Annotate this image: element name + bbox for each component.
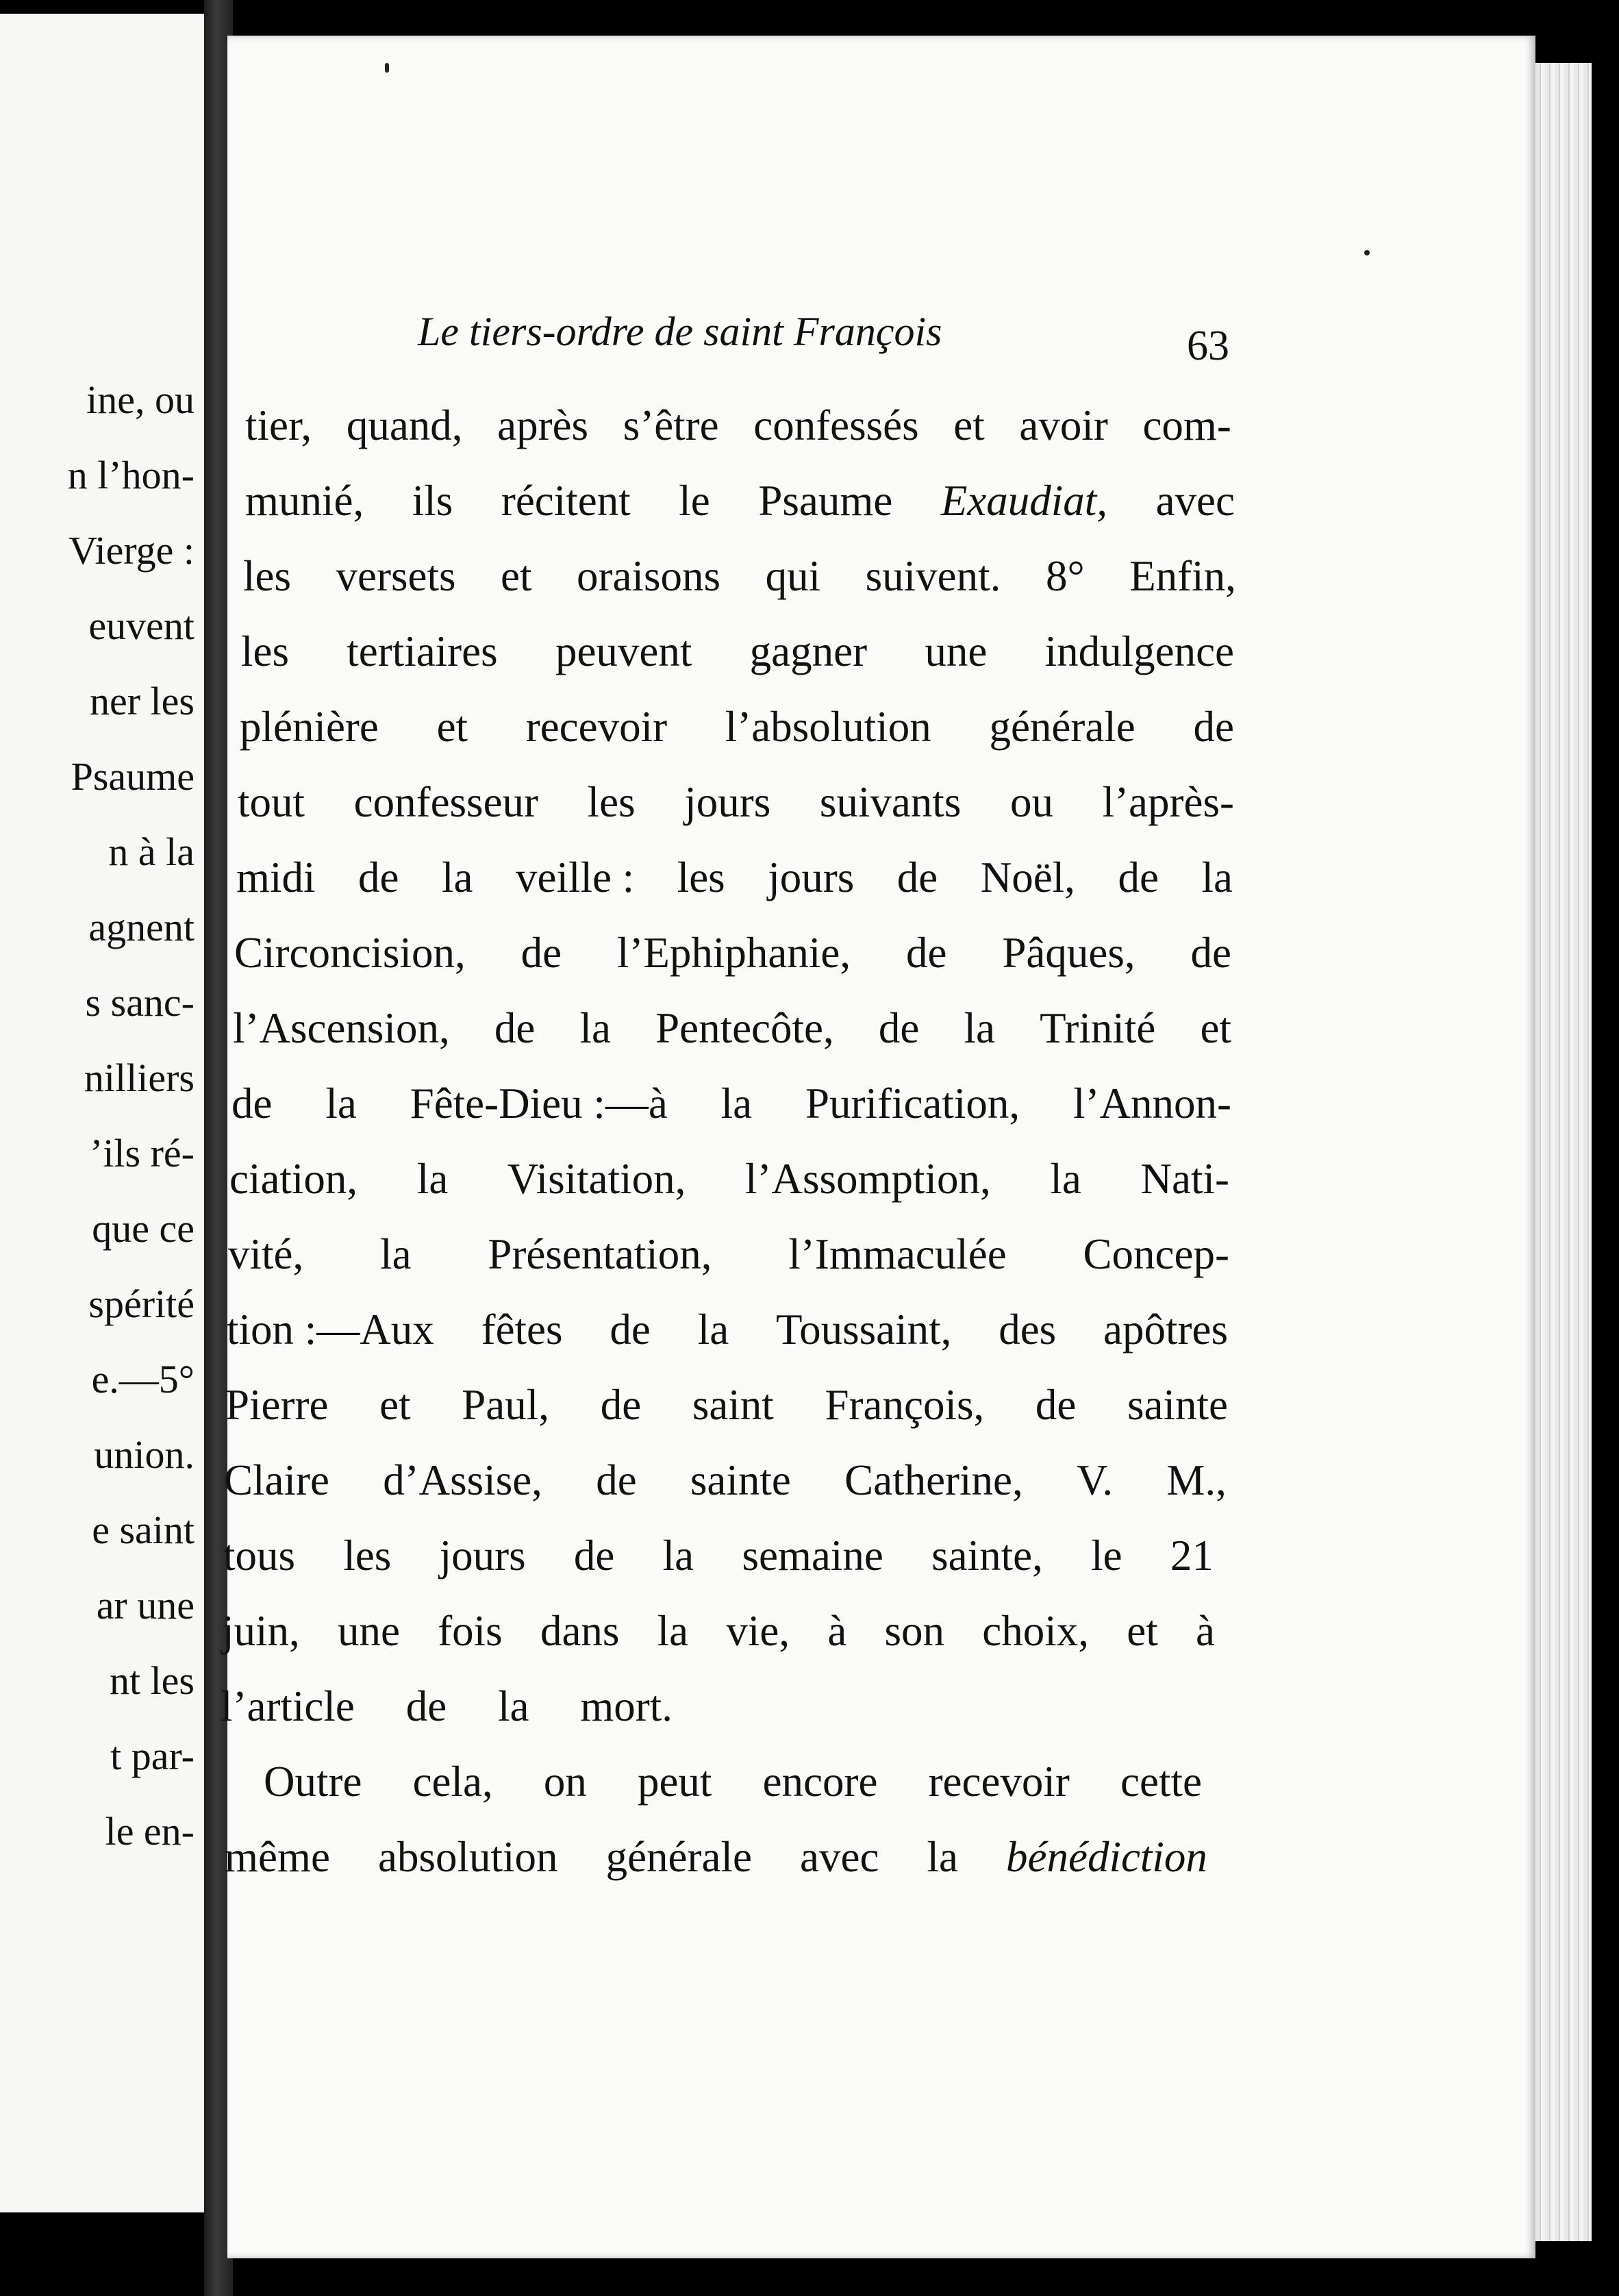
body-line <box>238 777 1234 827</box>
left-page-line: ar une <box>96 1583 194 1627</box>
word: l’Immaculée <box>788 1230 1007 1278</box>
word: la <box>416 1155 449 1203</box>
word: de <box>1193 703 1234 751</box>
word: à <box>827 1607 847 1655</box>
word: de <box>573 1532 615 1580</box>
word: ou <box>1009 778 1053 826</box>
word: vie, <box>726 1607 790 1655</box>
word: de <box>878 1004 920 1052</box>
word: tion :—Aux <box>227 1306 434 1353</box>
word: Visitation, <box>507 1155 686 1203</box>
left-page-line: e saint <box>92 1508 194 1552</box>
body-line <box>241 627 1234 677</box>
body-line <box>234 928 1231 978</box>
word: avec <box>800 1833 879 1881</box>
left-page-line: spérité <box>88 1282 194 1326</box>
word: versets <box>336 552 456 600</box>
word: Circoncision, <box>234 929 466 977</box>
body-line <box>228 1230 1229 1280</box>
left-page <box>0 14 204 2212</box>
word: Pentecôte, <box>655 1004 834 1052</box>
body-line <box>229 1154 1229 1204</box>
word: sainte <box>1127 1381 1228 1429</box>
word: une <box>338 1607 400 1655</box>
word: son <box>884 1607 945 1655</box>
word: les <box>587 778 636 826</box>
body-line <box>264 1757 1202 1807</box>
word: générale <box>605 1833 752 1881</box>
word: tout <box>238 778 305 826</box>
word: de <box>1118 853 1159 901</box>
body-line <box>245 476 1235 526</box>
word: la <box>927 1833 958 1881</box>
word: ciation, <box>229 1155 358 1203</box>
word: avec <box>1155 477 1235 525</box>
word: la <box>720 1080 753 1127</box>
word: les <box>241 627 289 675</box>
body-line <box>221 1682 673 1732</box>
body-line <box>225 1832 1207 1882</box>
word: l’après- <box>1102 778 1234 826</box>
word: midi <box>236 853 316 901</box>
word: sainte, <box>931 1532 1043 1580</box>
word: l’Annon- <box>1073 1080 1231 1127</box>
word: avoir <box>1019 401 1108 449</box>
left-page-line: union. <box>94 1432 194 1477</box>
body-line <box>222 1606 1215 1656</box>
word: recevoir <box>928 1758 1070 1806</box>
word: les <box>677 853 725 901</box>
word: de <box>405 1682 447 1730</box>
word: de <box>358 853 399 901</box>
word: confessés <box>753 401 919 449</box>
body-line <box>233 1003 1231 1053</box>
word: s’être <box>623 401 719 449</box>
word: le <box>679 477 710 525</box>
word: suivants <box>819 778 962 826</box>
body-line <box>231 1079 1231 1129</box>
word: de <box>520 929 562 977</box>
left-page-line: ine, ou <box>86 377 194 422</box>
word: Présentation, <box>488 1230 712 1278</box>
word: de <box>494 1004 536 1052</box>
word: la <box>579 1004 611 1052</box>
body-line <box>227 1305 1228 1355</box>
word: Noël, <box>980 853 1075 901</box>
word: munié, <box>245 477 364 525</box>
word: cette <box>1120 1758 1202 1806</box>
word: apôtres <box>1103 1306 1228 1353</box>
left-page-line: euvent <box>88 603 194 648</box>
word: François, <box>825 1381 985 1429</box>
word: de <box>596 1456 637 1504</box>
left-page-line: agnent <box>88 905 194 949</box>
word: d’Assise, <box>383 1456 542 1504</box>
page-number: 63 <box>1187 323 1229 369</box>
word: Outre <box>264 1758 362 1806</box>
italic-word: bénédiction <box>1006 1833 1207 1881</box>
word: vité, <box>228 1230 304 1278</box>
body-line <box>225 1380 1228 1430</box>
left-page-line: n à la <box>108 829 194 874</box>
word: peut <box>637 1758 712 1806</box>
right-page <box>227 36 1535 2258</box>
word: absolution <box>378 1833 558 1881</box>
word: semaine <box>742 1532 883 1580</box>
body-line <box>224 1456 1227 1506</box>
word: l’Ephiphanie, <box>616 929 851 977</box>
word: la <box>442 853 473 901</box>
word: com- <box>1142 401 1231 449</box>
word: la <box>497 1682 529 1730</box>
word: des <box>999 1306 1057 1353</box>
word: et <box>1200 1004 1231 1052</box>
word: quand, <box>346 401 463 449</box>
left-page-line: ’ils ré- <box>90 1131 194 1175</box>
left-page-line: que ce <box>92 1206 194 1251</box>
word: et <box>501 552 532 600</box>
word: et <box>953 401 985 449</box>
word: 8° <box>1045 552 1085 600</box>
word: l’article <box>221 1682 355 1730</box>
left-page-line: Psaume <box>71 754 194 799</box>
left-page-line: nt les <box>109 1658 194 1703</box>
word: la <box>1050 1155 1081 1203</box>
word: les <box>243 552 291 600</box>
word: jours <box>768 853 855 901</box>
speck-mark <box>385 63 389 73</box>
word: Claire <box>224 1456 329 1504</box>
word: indulgence <box>1044 627 1234 675</box>
word: Purification, <box>805 1080 1020 1127</box>
running-head: Le tiers-ordre de saint François <box>418 309 942 354</box>
word: le <box>1091 1532 1122 1580</box>
word: Nati- <box>1140 1155 1229 1203</box>
left-page-line: e.—5° <box>91 1357 194 1401</box>
speck-mark <box>1364 250 1370 255</box>
word: Enfin, <box>1129 552 1236 600</box>
word: une <box>925 627 988 675</box>
word: Fête-Dieu :—à <box>410 1080 668 1127</box>
word: jours <box>439 1532 526 1580</box>
word: choix, <box>982 1607 1089 1655</box>
word: peuvent <box>555 627 692 675</box>
italic-word: Exaudiat, <box>940 477 1108 525</box>
word: de <box>906 929 947 977</box>
word: de <box>231 1080 273 1127</box>
word: Pierre <box>225 1381 329 1429</box>
word: la <box>964 1004 995 1052</box>
body-line <box>245 401 1231 451</box>
word: la <box>697 1306 729 1353</box>
word: recevoir <box>525 703 668 751</box>
word: mort. <box>580 1682 673 1730</box>
word: Toussaint, <box>776 1306 952 1353</box>
word: dans <box>540 1607 620 1655</box>
word: de <box>1035 1381 1077 1429</box>
word: de <box>896 853 938 901</box>
word: même <box>225 1833 330 1881</box>
page-edges <box>1535 63 1592 2241</box>
word: on <box>543 1758 587 1806</box>
word: de <box>610 1306 651 1353</box>
word: juin, <box>222 1607 300 1655</box>
word: la <box>1201 853 1233 901</box>
left-page-line: le en- <box>105 1809 194 1854</box>
word: tertiaires <box>347 627 498 675</box>
word: l’absolution <box>725 703 931 751</box>
word: Catherine, <box>844 1456 1023 1504</box>
word: veille : <box>516 853 635 901</box>
word: la <box>380 1230 412 1278</box>
word: ils <box>412 477 453 525</box>
word: après <box>497 401 589 449</box>
word: Pâques, <box>1002 929 1135 977</box>
word: gagner <box>749 627 868 675</box>
word: générale <box>989 703 1135 751</box>
word: qui <box>765 552 821 600</box>
left-page-line: nilliers <box>84 1056 194 1100</box>
word: Psaume <box>758 477 893 525</box>
word: oraisons <box>577 552 721 600</box>
word: la <box>657 1607 689 1655</box>
word: encore <box>762 1758 878 1806</box>
word: Trinité <box>1040 1004 1156 1052</box>
word: 21 <box>1170 1532 1214 1580</box>
body-line <box>236 853 1233 903</box>
left-page-line: Vierge : <box>68 528 194 573</box>
word: et <box>436 703 468 751</box>
left-page-line: t par- <box>110 1734 194 1778</box>
word: Paul, <box>462 1381 550 1429</box>
word: récitent <box>501 477 631 525</box>
word: et <box>379 1381 411 1429</box>
word: sainte <box>690 1456 791 1504</box>
body-line <box>243 551 1236 601</box>
word: V. <box>1077 1456 1114 1504</box>
word: de <box>1190 929 1231 977</box>
left-page-line: n l’hon- <box>67 453 194 497</box>
word: l’Ascension, <box>233 1004 450 1052</box>
word: la <box>325 1080 357 1127</box>
left-page-line: ner les <box>90 679 194 723</box>
word: et <box>1127 1607 1158 1655</box>
body-line <box>223 1531 1214 1581</box>
word: l’Assomption, <box>745 1155 991 1203</box>
word: suivent. <box>865 552 1001 600</box>
word: à <box>1195 1607 1215 1655</box>
word: confesseur <box>353 778 539 826</box>
word: tous <box>223 1532 296 1580</box>
word: tier, <box>245 401 312 449</box>
left-page-line: s sanc- <box>85 980 194 1025</box>
word: Concep- <box>1083 1230 1229 1278</box>
word: la <box>662 1532 694 1580</box>
word: fêtes <box>481 1306 563 1353</box>
word: cela, <box>412 1758 493 1806</box>
body-line <box>240 702 1234 752</box>
word: saint <box>692 1381 774 1429</box>
word: M., <box>1166 1456 1227 1504</box>
word: de <box>600 1381 642 1429</box>
word: plénière <box>240 703 379 751</box>
word: les <box>343 1532 392 1580</box>
word: jours <box>684 778 771 826</box>
word: fois <box>438 1607 503 1655</box>
